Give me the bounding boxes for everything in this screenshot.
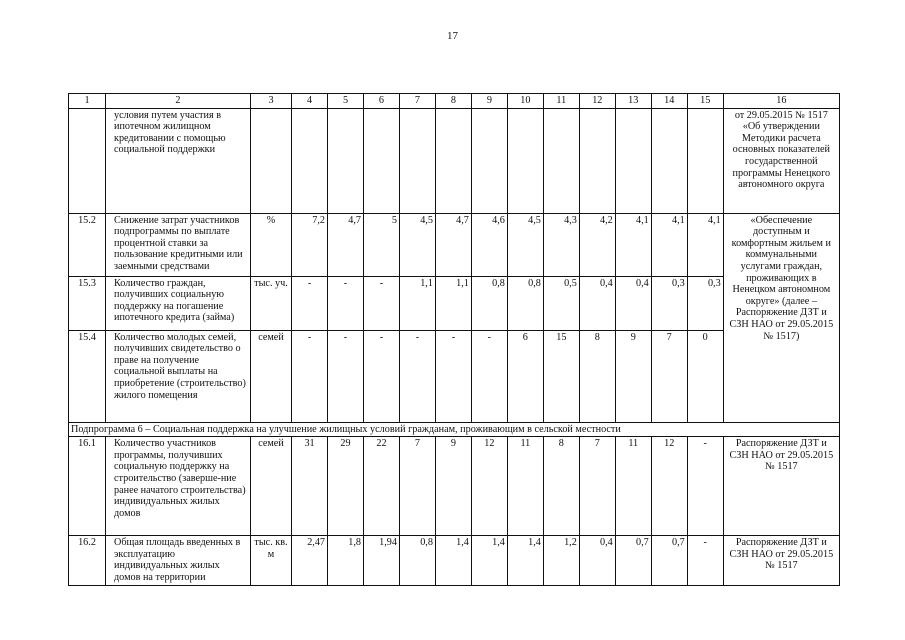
value-cell: 4,5 xyxy=(507,213,543,276)
empty-cell xyxy=(579,108,615,213)
empty-cell xyxy=(651,108,687,213)
value-cell: 4,1 xyxy=(615,213,651,276)
value-cell: - xyxy=(328,330,364,422)
value-cell: 4,6 xyxy=(471,213,507,276)
header-cell: 2 xyxy=(106,94,251,109)
value-cell: 2,47 xyxy=(292,536,328,586)
subprogram-row xyxy=(69,422,840,437)
value-cell: 29 xyxy=(328,437,364,536)
value-cell: 22 xyxy=(363,437,399,536)
description-cell: Общая площадь введенных в эксплуатацию индивидуальных жилых домов на территории xyxy=(106,536,251,586)
value-cell: 12 xyxy=(651,437,687,536)
header-cell: 8 xyxy=(435,94,471,109)
num-cell xyxy=(69,108,106,213)
header-cell: 15 xyxy=(687,94,723,109)
value-cell: 11 xyxy=(615,437,651,536)
value-cell: 0,4 xyxy=(579,536,615,586)
source-cell: Распоряжение ДЗТ и СЗН НАО от 29.05.2015 № 1517 xyxy=(723,437,839,536)
value-cell: 4,1 xyxy=(687,213,723,276)
description-cell: Количество участников программы, получивших социальную поддержку на строительство (заверше-ние ранее начатого строительства) индивидуальных жилых домов xyxy=(106,437,251,536)
header-cell: 14 xyxy=(651,94,687,109)
row-number: 16.2 xyxy=(69,536,106,586)
row-number: 15.2 xyxy=(69,213,106,276)
header-cell: 13 xyxy=(615,94,651,109)
value-cell: 31 xyxy=(292,437,328,536)
table-row-16-1 xyxy=(69,437,840,536)
value-cell: 0 xyxy=(687,330,723,422)
header-row xyxy=(69,94,840,109)
value-cell: 8 xyxy=(543,437,579,536)
description-cell: условия путем участия в ипотечном жилищном кредитовании с помощью социальной поддержки xyxy=(106,108,251,213)
header-cell: 11 xyxy=(543,94,579,109)
value-cell: 1,4 xyxy=(507,536,543,586)
description-cell: Количество граждан, получивших социальную поддержку на погашение ипотечного кредита (займа) xyxy=(106,276,251,330)
header-cell: 16 xyxy=(723,94,839,109)
value-cell: 4,5 xyxy=(399,213,435,276)
value-cell: 7 xyxy=(399,437,435,536)
empty-cell xyxy=(687,108,723,213)
empty-cell xyxy=(363,108,399,213)
value-cell: - xyxy=(363,276,399,330)
table-row-15-2 xyxy=(69,213,840,276)
header-cell: 3 xyxy=(250,94,291,109)
source-cell: Распоряжение ДЗТ и СЗН НАО от 29.05.2015 № 1517 xyxy=(723,536,839,586)
value-cell: 15 xyxy=(543,330,579,422)
source-cell: от 29.05.2015 № 1517 «Об утверждении Методики расчета основных показателей государственной программы Ненецкого автономного округа xyxy=(723,108,839,213)
value-cell: - xyxy=(328,276,364,330)
value-cell: 0,8 xyxy=(399,536,435,586)
value-cell: 9 xyxy=(615,330,651,422)
row-number: 16.1 xyxy=(69,437,106,536)
value-cell: 8 xyxy=(579,330,615,422)
empty-cell xyxy=(328,108,364,213)
header-cell: 7 xyxy=(399,94,435,109)
empty-cell xyxy=(615,108,651,213)
value-cell: 0,7 xyxy=(651,536,687,586)
value-cell: 4,7 xyxy=(328,213,364,276)
value-cell: 4,7 xyxy=(435,213,471,276)
value-cell: 1,1 xyxy=(399,276,435,330)
value-cell: 7 xyxy=(651,330,687,422)
value-cell: - xyxy=(292,276,328,330)
value-cell: 4,1 xyxy=(651,213,687,276)
empty-cell xyxy=(435,108,471,213)
value-cell: 0,3 xyxy=(651,276,687,330)
unit-cell: семей xyxy=(250,437,291,536)
value-cell: - xyxy=(292,330,328,422)
empty-cell xyxy=(471,108,507,213)
empty-cell xyxy=(507,108,543,213)
value-cell: 0,3 xyxy=(687,276,723,330)
table-row-16-2 xyxy=(69,536,840,586)
value-cell: 4,2 xyxy=(579,213,615,276)
empty-cell xyxy=(250,108,291,213)
header-cell: 12 xyxy=(579,94,615,109)
unit-cell: тыс. уч. xyxy=(250,276,291,330)
value-cell: - xyxy=(399,330,435,422)
page-number: 17 xyxy=(447,30,458,42)
value-cell: 4,3 xyxy=(543,213,579,276)
value-cell: 1,4 xyxy=(471,536,507,586)
value-cell: 1,4 xyxy=(435,536,471,586)
indicators-table xyxy=(68,93,840,586)
header-cell: 1 xyxy=(69,94,106,109)
unit-cell: семей xyxy=(250,330,291,422)
header-cell: 4 xyxy=(292,94,328,109)
value-cell: 0,8 xyxy=(471,276,507,330)
value-cell: 0,5 xyxy=(543,276,579,330)
header-cell: 5 xyxy=(328,94,364,109)
empty-cell xyxy=(543,108,579,213)
value-cell: 9 xyxy=(435,437,471,536)
value-cell: 1,8 xyxy=(328,536,364,586)
empty-cell xyxy=(292,108,328,213)
value-cell: - xyxy=(363,330,399,422)
value-cell: 0,7 xyxy=(615,536,651,586)
unit-cell: тыс. кв. м xyxy=(250,536,291,586)
header-cell: 10 xyxy=(507,94,543,109)
value-cell: 0,8 xyxy=(507,276,543,330)
value-cell: 1,94 xyxy=(363,536,399,586)
value-cell: 6 xyxy=(507,330,543,422)
table-row-continuation xyxy=(69,108,840,213)
value-cell: 7,2 xyxy=(292,213,328,276)
value-cell: 11 xyxy=(507,437,543,536)
value-cell: 1,1 xyxy=(435,276,471,330)
value-cell: - xyxy=(687,536,723,586)
empty-cell xyxy=(399,108,435,213)
value-cell: 0,4 xyxy=(579,276,615,330)
header-cell: 6 xyxy=(363,94,399,109)
value-cell: 1,2 xyxy=(543,536,579,586)
value-cell: 5 xyxy=(363,213,399,276)
description-cell: Количество молодых семей, получивших свидетельство о праве на получение социальной выплаты на приобретение (строительство) жилого помещения xyxy=(106,330,251,422)
value-cell: - xyxy=(687,437,723,536)
row-number: 15.4 xyxy=(69,330,106,422)
value-cell: 12 xyxy=(471,437,507,536)
unit-cell: % xyxy=(250,213,291,276)
header-cell: 9 xyxy=(471,94,507,109)
value-cell: - xyxy=(435,330,471,422)
value-cell: - xyxy=(471,330,507,422)
value-cell: 0,4 xyxy=(615,276,651,330)
source-cell: «Обеспечение доступным и комфортным жильем и коммунальными услугами граждан, проживающих в Ненецком автономном округе» (далее – Распоряжение ДЗТ и СЗН НАО от 29.05.2015 № 1517) xyxy=(723,213,839,422)
value-cell: 7 xyxy=(579,437,615,536)
subprogram-title: Подпрограмма 6 – Социальная поддержка на улучшение жилищных условий гражданам, проживающим в сельской местности xyxy=(69,422,840,437)
description-cell: Снижение затрат участников подпрограммы по выплате процентной ставки за пользование кредитными или заемными средствами xyxy=(106,213,251,276)
row-number: 15.3 xyxy=(69,276,106,330)
